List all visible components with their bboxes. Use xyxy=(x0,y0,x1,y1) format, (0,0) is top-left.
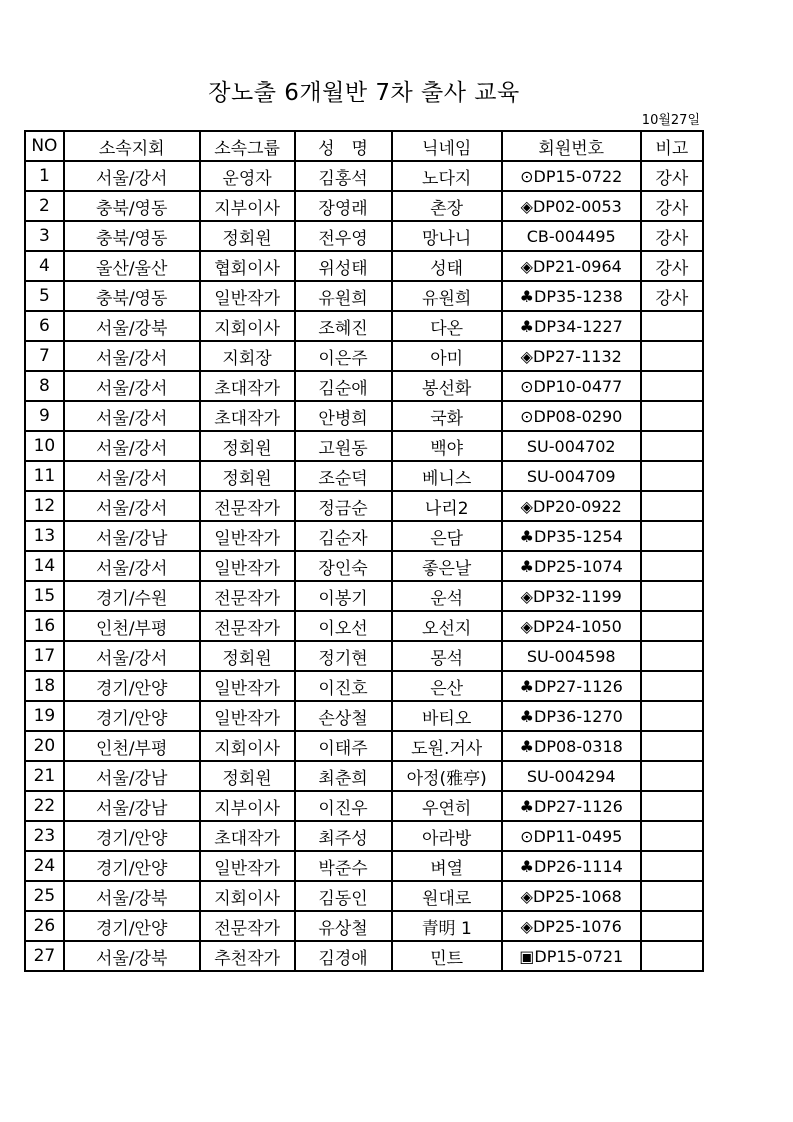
cell-branch: 서울/강서 xyxy=(64,431,200,461)
cell-note xyxy=(641,701,703,731)
cell-member-id: SU-004709 xyxy=(502,461,641,491)
cell-member-id: ⊙DP11-0495 xyxy=(502,821,641,851)
cell-name: 이오선 xyxy=(295,611,392,641)
cell-nickname: 은산 xyxy=(392,671,502,701)
cell-nickname: 봉선화 xyxy=(392,371,502,401)
cell-no: 10 xyxy=(25,431,64,461)
cell-name: 안병희 xyxy=(295,401,392,431)
cell-group: 정회원 xyxy=(200,431,295,461)
table-row xyxy=(25,371,703,401)
cell-note xyxy=(641,881,703,911)
member-table xyxy=(24,130,704,972)
cell-branch: 충북/영동 xyxy=(64,191,200,221)
cell-branch: 서울/강남 xyxy=(64,761,200,791)
table-row xyxy=(25,731,703,761)
cell-no: 13 xyxy=(25,521,64,551)
cell-no: 1 xyxy=(25,161,64,191)
cell-no: 9 xyxy=(25,401,64,431)
cell-no: 16 xyxy=(25,611,64,641)
cell-nickname: 아미 xyxy=(392,341,502,371)
cell-nickname: 바티오 xyxy=(392,701,502,731)
cell-member-id: ◈DP25-1068 xyxy=(502,881,641,911)
cell-no: 27 xyxy=(25,941,64,971)
cell-branch: 울산/울산 xyxy=(64,251,200,281)
cell-note xyxy=(641,611,703,641)
cell-group: 초대작가 xyxy=(200,401,295,431)
table-row xyxy=(25,941,703,971)
cell-note xyxy=(641,731,703,761)
cell-no: 2 xyxy=(25,191,64,221)
cell-group: 전문작가 xyxy=(200,581,295,611)
header-note: 비고 xyxy=(641,131,703,161)
table-row xyxy=(25,701,703,731)
cell-no: 15 xyxy=(25,581,64,611)
cell-member-id: CB-004495 xyxy=(502,221,641,251)
table-row xyxy=(25,611,703,641)
cell-group: 일반작가 xyxy=(200,551,295,581)
cell-branch: 서울/강서 xyxy=(64,491,200,521)
cell-note xyxy=(641,821,703,851)
table-row xyxy=(25,281,703,311)
cell-note xyxy=(641,941,703,971)
cell-member-id: ⊙DP15-0722 xyxy=(502,161,641,191)
cell-group: 전문작가 xyxy=(200,491,295,521)
cell-note xyxy=(641,431,703,461)
page-title: 장노출 6개월반 7차 출사 교육 xyxy=(208,80,520,106)
header-group: 소속그룹 xyxy=(200,131,295,161)
cell-group: 추천작가 xyxy=(200,941,295,971)
cell-member-id: SU-004294 xyxy=(502,761,641,791)
cell-group: 정회원 xyxy=(200,221,295,251)
cell-branch: 인천/부평 xyxy=(64,611,200,641)
cell-name: 김홍석 xyxy=(295,161,392,191)
cell-nickname: 아정(雅亭) xyxy=(392,761,502,791)
cell-nickname: 노다지 xyxy=(392,161,502,191)
cell-name: 이진우 xyxy=(295,791,392,821)
table-row xyxy=(25,341,703,371)
cell-name: 고원동 xyxy=(295,431,392,461)
table-row xyxy=(25,881,703,911)
cell-no: 19 xyxy=(25,701,64,731)
cell-no: 17 xyxy=(25,641,64,671)
cell-name: 이태주 xyxy=(295,731,392,761)
cell-branch: 인천/부평 xyxy=(64,731,200,761)
cell-no: 11 xyxy=(25,461,64,491)
cell-note xyxy=(641,491,703,521)
cell-no: 8 xyxy=(25,371,64,401)
cell-branch: 서울/강서 xyxy=(64,551,200,581)
cell-name: 손상철 xyxy=(295,701,392,731)
cell-nickname: 오선지 xyxy=(392,611,502,641)
cell-name: 조순덕 xyxy=(295,461,392,491)
cell-nickname: 망나니 xyxy=(392,221,502,251)
cell-group: 정회원 xyxy=(200,761,295,791)
table-row xyxy=(25,431,703,461)
cell-group: 협회이사 xyxy=(200,251,295,281)
table-row xyxy=(25,461,703,491)
cell-branch: 서울/강북 xyxy=(64,311,200,341)
cell-member-id: ⊙DP08-0290 xyxy=(502,401,641,431)
cell-member-id: ♣DP35-1238 xyxy=(502,281,641,311)
cell-group: 일반작가 xyxy=(200,521,295,551)
cell-nickname: 원대로 xyxy=(392,881,502,911)
cell-nickname: 도원.거사 xyxy=(392,731,502,761)
cell-name: 박준수 xyxy=(295,851,392,881)
cell-no: 18 xyxy=(25,671,64,701)
cell-branch: 서울/강남 xyxy=(64,791,200,821)
cell-note xyxy=(641,371,703,401)
cell-name: 이은주 xyxy=(295,341,392,371)
cell-member-id: ♣DP27-1126 xyxy=(502,671,641,701)
cell-name: 전우영 xyxy=(295,221,392,251)
cell-group: 초대작가 xyxy=(200,371,295,401)
cell-branch: 서울/강북 xyxy=(64,881,200,911)
cell-group: 전문작가 xyxy=(200,611,295,641)
cell-nickname: 백야 xyxy=(392,431,502,461)
cell-name: 김동인 xyxy=(295,881,392,911)
cell-note xyxy=(641,581,703,611)
table-row xyxy=(25,311,703,341)
cell-note xyxy=(641,671,703,701)
cell-note: 강사 xyxy=(641,251,703,281)
cell-no: 22 xyxy=(25,791,64,821)
cell-no: 25 xyxy=(25,881,64,911)
cell-note: 강사 xyxy=(641,221,703,251)
table-row xyxy=(25,491,703,521)
cell-nickname: 아라방 xyxy=(392,821,502,851)
cell-no: 5 xyxy=(25,281,64,311)
cell-name: 위성태 xyxy=(295,251,392,281)
cell-nickname: 벼열 xyxy=(392,851,502,881)
cell-branch: 경기/안양 xyxy=(64,821,200,851)
cell-name: 장영래 xyxy=(295,191,392,221)
cell-name: 조혜진 xyxy=(295,311,392,341)
cell-nickname: 우연히 xyxy=(392,791,502,821)
cell-no: 20 xyxy=(25,731,64,761)
header-nickname: 닉네임 xyxy=(392,131,502,161)
table-row xyxy=(25,521,703,551)
header-branch: 소속지회 xyxy=(64,131,200,161)
cell-member-id: ♣DP08-0318 xyxy=(502,731,641,761)
cell-note xyxy=(641,461,703,491)
table-row xyxy=(25,251,703,281)
cell-no: 21 xyxy=(25,761,64,791)
cell-member-id: ▣DP15-0721 xyxy=(502,941,641,971)
cell-name: 이진호 xyxy=(295,671,392,701)
cell-nickname: 성태 xyxy=(392,251,502,281)
cell-branch: 경기/안양 xyxy=(64,701,200,731)
table-header-row xyxy=(25,131,703,161)
cell-no: 6 xyxy=(25,311,64,341)
table-row xyxy=(25,161,703,191)
cell-member-id: ◈DP21-0964 xyxy=(502,251,641,281)
cell-note xyxy=(641,791,703,821)
cell-note: 강사 xyxy=(641,281,703,311)
cell-name: 김경애 xyxy=(295,941,392,971)
cell-note: 강사 xyxy=(641,191,703,221)
cell-group: 일반작가 xyxy=(200,671,295,701)
cell-member-id: SU-004598 xyxy=(502,641,641,671)
cell-no: 24 xyxy=(25,851,64,881)
cell-note xyxy=(641,341,703,371)
table-row xyxy=(25,911,703,941)
cell-name: 최주성 xyxy=(295,821,392,851)
cell-nickname: 국화 xyxy=(392,401,502,431)
table-row xyxy=(25,401,703,431)
cell-branch: 서울/강서 xyxy=(64,161,200,191)
cell-name: 정금순 xyxy=(295,491,392,521)
cell-nickname: 나리2 xyxy=(392,491,502,521)
cell-member-id: ◈DP25-1076 xyxy=(502,911,641,941)
cell-group: 정회원 xyxy=(200,641,295,671)
header-no: NO xyxy=(25,131,64,161)
table-row xyxy=(25,191,703,221)
cell-note: 강사 xyxy=(641,161,703,191)
cell-nickname: 운석 xyxy=(392,581,502,611)
table-body xyxy=(25,161,703,971)
cell-branch: 충북/영동 xyxy=(64,281,200,311)
header-name: 성 명 xyxy=(295,131,392,161)
cell-nickname: 몽석 xyxy=(392,641,502,671)
cell-no: 7 xyxy=(25,341,64,371)
cell-group: 정회원 xyxy=(200,461,295,491)
cell-note xyxy=(641,851,703,881)
cell-member-id: ◈DP27-1132 xyxy=(502,341,641,371)
cell-note xyxy=(641,521,703,551)
cell-member-id: ♣DP26-1114 xyxy=(502,851,641,881)
cell-name: 김순애 xyxy=(295,371,392,401)
table-row xyxy=(25,551,703,581)
cell-branch: 서울/강남 xyxy=(64,521,200,551)
cell-group: 지회이사 xyxy=(200,311,295,341)
table-row xyxy=(25,761,703,791)
cell-nickname: 青明 1 xyxy=(392,911,502,941)
cell-name: 이봉기 xyxy=(295,581,392,611)
cell-note xyxy=(641,641,703,671)
cell-name: 김순자 xyxy=(295,521,392,551)
cell-note xyxy=(641,911,703,941)
cell-branch: 서울/강서 xyxy=(64,401,200,431)
cell-branch: 경기/수원 xyxy=(64,581,200,611)
cell-member-id: ◈DP20-0922 xyxy=(502,491,641,521)
cell-nickname: 유원희 xyxy=(392,281,502,311)
cell-group: 지회이사 xyxy=(200,731,295,761)
cell-group: 지부이사 xyxy=(200,791,295,821)
cell-branch: 충북/영동 xyxy=(64,221,200,251)
cell-name: 장인숙 xyxy=(295,551,392,581)
cell-member-id: ♣DP27-1126 xyxy=(502,791,641,821)
cell-name: 유원희 xyxy=(295,281,392,311)
cell-branch: 경기/안양 xyxy=(64,671,200,701)
cell-branch: 경기/안양 xyxy=(64,851,200,881)
cell-branch: 서울/강북 xyxy=(64,941,200,971)
cell-note xyxy=(641,311,703,341)
cell-member-id: ◈DP24-1050 xyxy=(502,611,641,641)
cell-branch: 경기/안양 xyxy=(64,911,200,941)
cell-member-id: ◈DP32-1199 xyxy=(502,581,641,611)
cell-no: 26 xyxy=(25,911,64,941)
cell-no: 14 xyxy=(25,551,64,581)
table-row xyxy=(25,581,703,611)
cell-nickname: 다온 xyxy=(392,311,502,341)
cell-member-id: ♣DP36-1270 xyxy=(502,701,641,731)
cell-branch: 서울/강서 xyxy=(64,641,200,671)
cell-group: 일반작가 xyxy=(200,851,295,881)
cell-group: 일반작가 xyxy=(200,281,295,311)
cell-note xyxy=(641,761,703,791)
table-row xyxy=(25,851,703,881)
cell-branch: 서울/강서 xyxy=(64,341,200,371)
cell-no: 12 xyxy=(25,491,64,521)
cell-group: 지부이사 xyxy=(200,191,295,221)
date-label: 10월27일 xyxy=(641,113,700,128)
cell-group: 일반작가 xyxy=(200,701,295,731)
table-row xyxy=(25,821,703,851)
cell-note xyxy=(641,401,703,431)
cell-branch: 서울/강서 xyxy=(64,461,200,491)
cell-group: 초대작가 xyxy=(200,821,295,851)
cell-name: 정기현 xyxy=(295,641,392,671)
cell-group: 지회이사 xyxy=(200,881,295,911)
cell-group: 운영자 xyxy=(200,161,295,191)
table-row xyxy=(25,671,703,701)
cell-group: 지회장 xyxy=(200,341,295,371)
cell-no: 4 xyxy=(25,251,64,281)
header-member-id: 회원번호 xyxy=(502,131,641,161)
cell-nickname: 촌장 xyxy=(392,191,502,221)
cell-nickname: 베니스 xyxy=(392,461,502,491)
cell-name: 유상철 xyxy=(295,911,392,941)
cell-member-id: ⊙DP10-0477 xyxy=(502,371,641,401)
cell-member-id: SU-004702 xyxy=(502,431,641,461)
cell-nickname: 은담 xyxy=(392,521,502,551)
cell-name: 최춘희 xyxy=(295,761,392,791)
table-row xyxy=(25,641,703,671)
cell-nickname: 좋은날 xyxy=(392,551,502,581)
table-row xyxy=(25,791,703,821)
table-row xyxy=(25,221,703,251)
cell-no: 3 xyxy=(25,221,64,251)
cell-member-id: ♣DP34-1227 xyxy=(502,311,641,341)
cell-member-id: ◈DP02-0053 xyxy=(502,191,641,221)
cell-group: 전문작가 xyxy=(200,911,295,941)
cell-no: 23 xyxy=(25,821,64,851)
cell-member-id: ♣DP25-1074 xyxy=(502,551,641,581)
cell-branch: 서울/강서 xyxy=(64,371,200,401)
cell-member-id: ♣DP35-1254 xyxy=(502,521,641,551)
cell-note xyxy=(641,551,703,581)
cell-nickname: 민트 xyxy=(392,941,502,971)
